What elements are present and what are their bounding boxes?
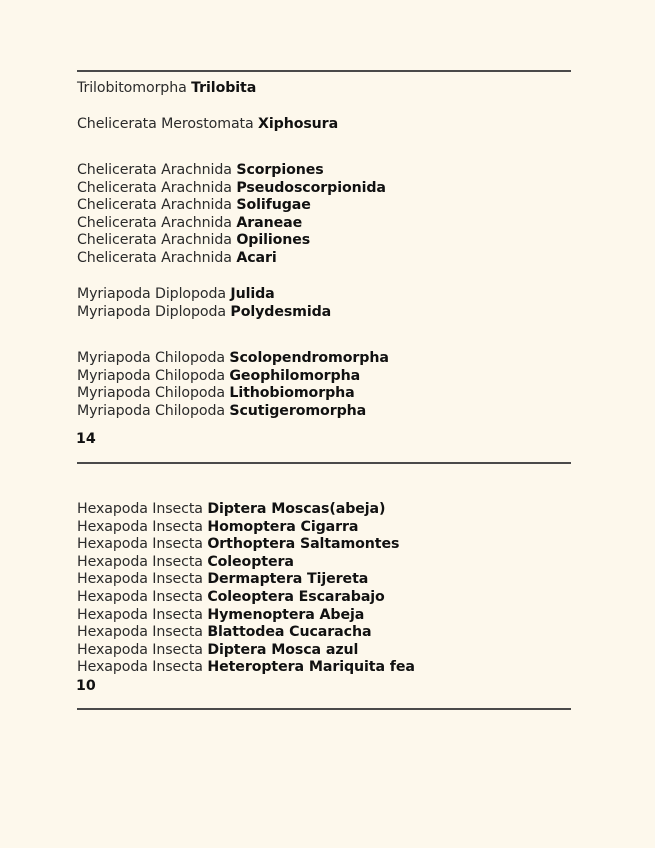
- list-item: Hexapoda Insecta Heteroptera Mariquita fea: [77, 659, 415, 676]
- list-item: Chelicerata Arachnida Pseudoscorpionida: [77, 179, 386, 196]
- list-item: Myriapoda Diplopoda Polydesmida: [77, 303, 332, 320]
- list-item: Hexapoda Insecta Orthoptera Saltamontes: [77, 536, 400, 553]
- list-item: Chelicerata Arachnida Acari: [77, 250, 277, 266]
- section-count: 14: [76, 431, 96, 447]
- list-item: Hexapoda Insecta Diptera Mosca azul: [77, 641, 359, 658]
- list-item: Hexapoda Insecta Coleoptera Escarabajo: [77, 589, 385, 605]
- list-item: Myriapoda Chilopoda Lithobiomorpha: [77, 385, 355, 402]
- list-item: Hexapoda Insecta Hymenoptera Abeja: [77, 606, 365, 623]
- list-item: Myriapoda Chilopoda Scolopendromorpha: [77, 350, 389, 366]
- list-item: Hexapoda Insecta Coleoptera: [77, 553, 294, 570]
- section-count: 10: [76, 678, 96, 694]
- list-item: Trilobitomorpha Trilobita: [77, 80, 257, 96]
- list-item: Chelicerata Arachnida Solifugae: [77, 197, 311, 214]
- list-item: Hexapoda Insecta Blattodea Cucaracha: [77, 624, 372, 641]
- list-item: Chelicerata Arachnida Opiliones: [77, 232, 311, 249]
- list-item: Chelicerata Merostomata Xiphosura: [77, 116, 339, 132]
- list-item: Hexapoda Insecta Dermaptera Tijereta: [77, 571, 369, 588]
- list-item: Myriapoda Chilopoda Scutigeromorpha: [77, 402, 367, 419]
- list-item: Hexapoda Insecta Homoptera Cigarra: [77, 518, 359, 535]
- list-item: Myriapoda Chilopoda Geophilomorpha: [77, 367, 361, 384]
- list-item: Chelicerata Arachnida Araneae: [77, 214, 303, 231]
- divider-bottom: [77, 708, 571, 710]
- divider-middle: [77, 462, 571, 464]
- list-item: Myriapoda Diplopoda Julida: [77, 286, 275, 302]
- list-item: Hexapoda Insecta Diptera Moscas(abeja): [77, 501, 386, 517]
- divider-top: [77, 70, 571, 72]
- list-item: Chelicerata Arachnida Scorpiones: [77, 162, 324, 178]
